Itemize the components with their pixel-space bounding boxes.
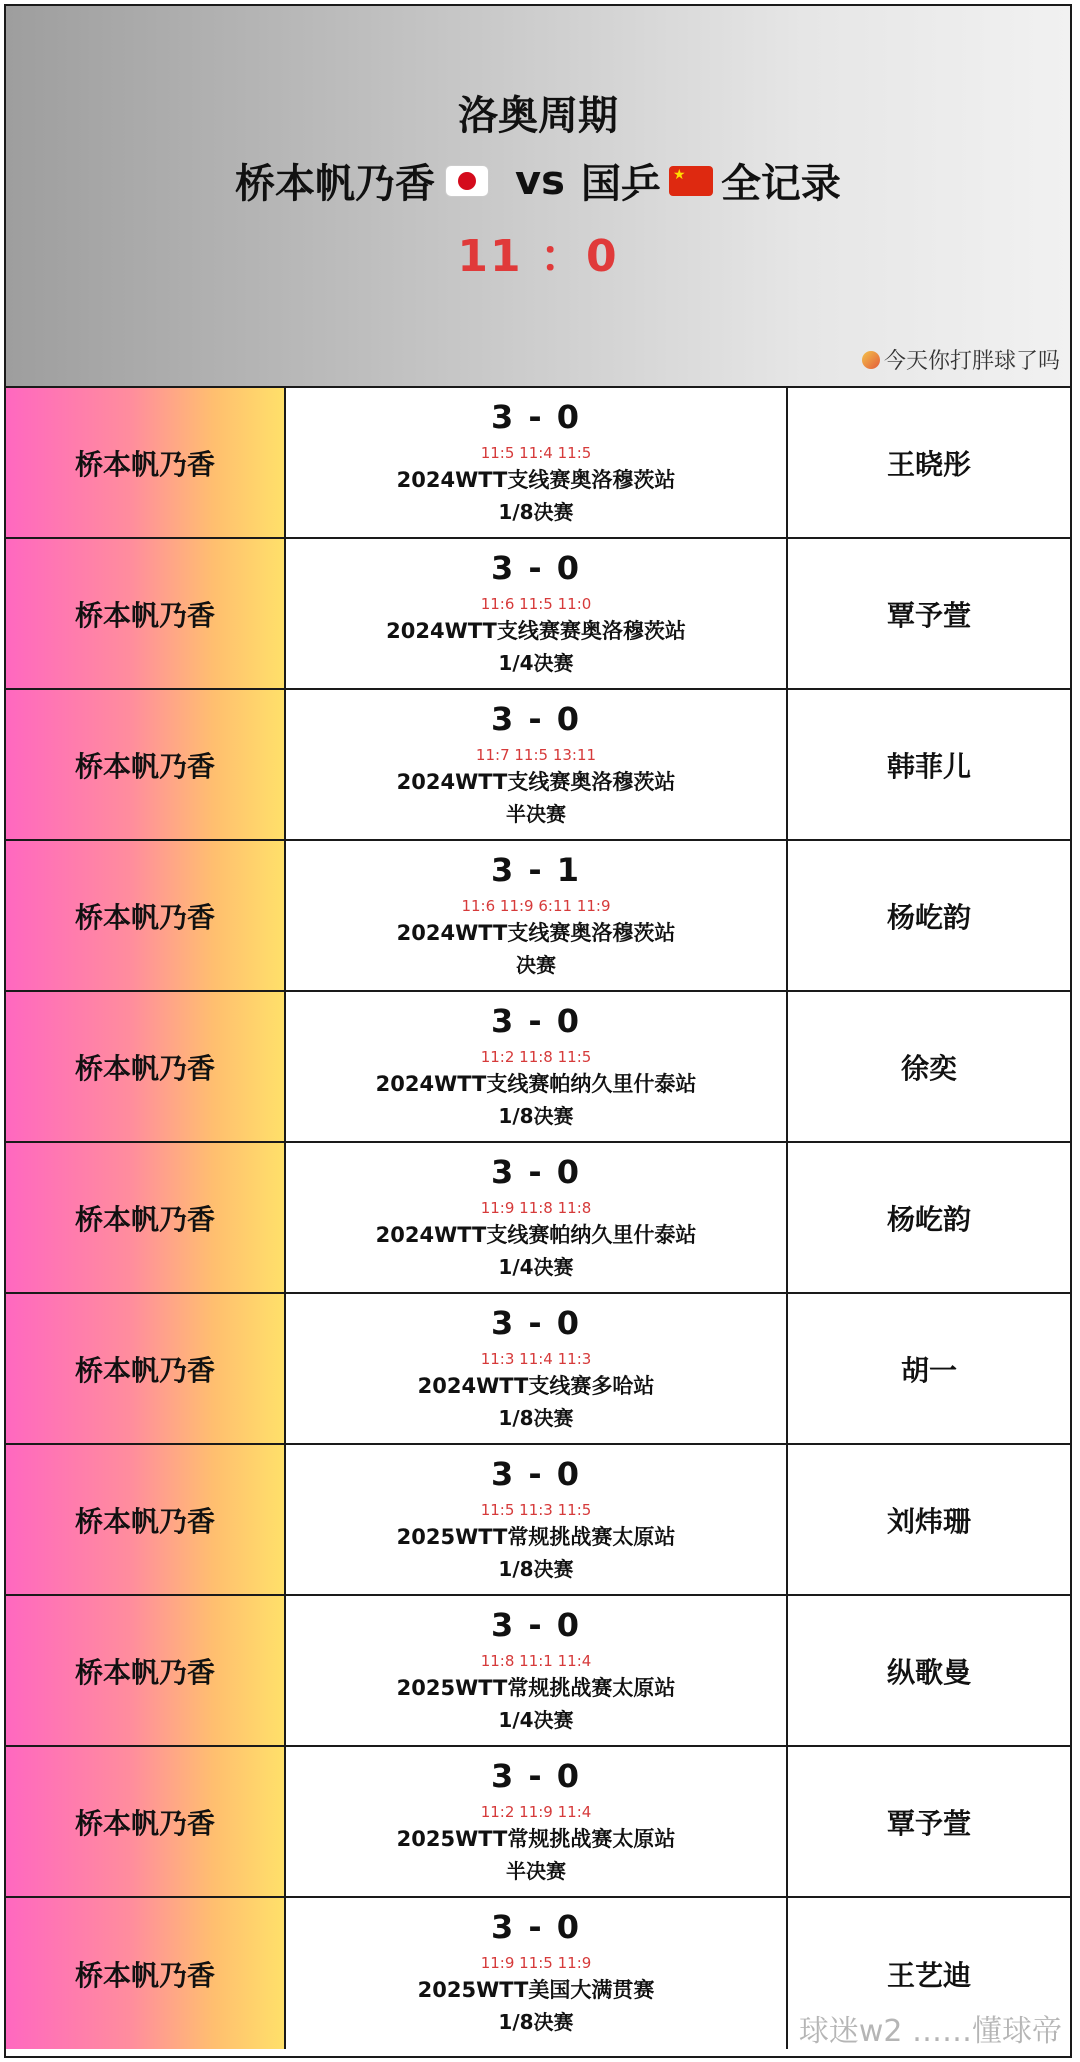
- opponent-cell: 覃予萱: [886, 1806, 971, 1840]
- match-row: [6, 1596, 1070, 1747]
- match-detail-cell: [286, 1747, 788, 1896]
- event-name: 2024WTT支线赛奥洛穆茨站: [396, 468, 676, 492]
- match-round: 1/8决赛: [498, 2010, 574, 2034]
- match-round: 半决赛: [506, 802, 566, 826]
- player-cell: 桥本帆乃香: [6, 992, 286, 1141]
- opponent-cell: 胡一: [900, 1353, 957, 1387]
- match-row: [6, 1747, 1070, 1898]
- match-detail-cell: [286, 1143, 788, 1292]
- player-cell: 桥本帆乃香: [6, 1898, 286, 2049]
- player-cell: 桥本帆乃香: [6, 1294, 286, 1443]
- event-name: 2024WTT支线赛赛奥洛穆茨站: [386, 619, 686, 643]
- match-round: 1/8决赛: [498, 1104, 574, 1128]
- game-scores: 11:6 11:9 6:11 11:9: [461, 897, 611, 915]
- header-player: 桥本帆乃香: [235, 161, 436, 207]
- game-scores: 11:2 11:8 11:5: [480, 1048, 592, 1066]
- match-score: 3 - 1: [490, 851, 582, 889]
- opponent-cell: 刘炜珊: [886, 1504, 971, 1538]
- event-name: 2025WTT常规挑战赛太原站: [396, 1827, 676, 1851]
- header-banner: [6, 6, 1070, 388]
- match-round: 半决赛: [506, 1859, 566, 1883]
- game-scores: 11:2 11:9 11:4: [480, 1803, 592, 1821]
- player-cell: 桥本帆乃香: [6, 1143, 286, 1292]
- match-detail-cell: [286, 690, 788, 839]
- match-round: 1/4决赛: [498, 1708, 574, 1732]
- game-scores: 11:5 11:3 11:5: [480, 1501, 592, 1519]
- match-row: [6, 841, 1070, 992]
- japan-flag-icon: [445, 165, 489, 197]
- header-vs: vs: [515, 157, 565, 204]
- match-detail-cell: [286, 841, 788, 990]
- ping-pong-icon: [862, 351, 880, 369]
- event-name: 2024WTT支线赛帕纳久里什泰站: [375, 1223, 697, 1247]
- opponent-cell: 王艺迪: [886, 1958, 971, 1992]
- match-detail-cell: [286, 1294, 788, 1443]
- game-scores: 11:6 11:5 11:0: [480, 595, 592, 613]
- event-name: 2024WTT支线赛奥洛穆茨站: [396, 770, 676, 794]
- match-row: [6, 1143, 1070, 1294]
- match-row: [6, 539, 1070, 690]
- opponent-cell: 杨屹韵: [886, 900, 971, 934]
- event-name: 2025WTT常规挑战赛太原站: [396, 1676, 676, 1700]
- header-title-suffix: 全记录: [720, 161, 841, 207]
- match-list: [6, 388, 1070, 2049]
- player-cell: 桥本帆乃香: [6, 1596, 286, 1745]
- player-cell: 桥本帆乃香: [6, 1445, 286, 1594]
- match-score: 3 - 0: [490, 1908, 582, 1946]
- match-round: 1/8决赛: [498, 1406, 574, 1430]
- header-subtitle: [6, 152, 1070, 209]
- header-opponent-team: 国乒: [580, 161, 661, 207]
- opponent-cell: 杨屹韵: [886, 1202, 971, 1236]
- match-detail-cell: [286, 388, 788, 537]
- opponent-cell: 徐奕: [900, 1051, 957, 1085]
- match-row: [6, 992, 1070, 1143]
- player-cell: 桥本帆乃香: [6, 388, 286, 537]
- match-detail-cell: [286, 992, 788, 1141]
- match-score: 3 - 0: [490, 1002, 582, 1040]
- match-detail-cell: [286, 1445, 788, 1594]
- watermark: 球迷w2 ……懂球帝: [798, 2014, 1062, 2049]
- match-round: 1/8决赛: [498, 500, 574, 524]
- china-flag-icon: [669, 166, 713, 196]
- match-detail-cell: [286, 1898, 788, 2049]
- source-logo: [862, 344, 1060, 375]
- player-cell: 桥本帆乃香: [6, 690, 286, 839]
- match-score: 3 - 0: [490, 1455, 582, 1493]
- match-round: 1/8决赛: [498, 1557, 574, 1581]
- total-score: 11 ：0: [457, 231, 619, 282]
- opponent-cell: 纵歌曼: [886, 1655, 971, 1689]
- player-cell: 桥本帆乃香: [6, 1747, 286, 1896]
- event-name: 2024WTT支线赛帕纳久里什泰站: [375, 1072, 697, 1096]
- game-scores: 11:3 11:4 11:3: [480, 1350, 592, 1368]
- event-name: 2025WTT常规挑战赛太原站: [396, 1525, 676, 1549]
- match-row: [6, 388, 1070, 539]
- game-scores: 11:8 11:1 11:4: [480, 1652, 592, 1670]
- match-round: 1/4决赛: [498, 651, 574, 675]
- player-cell: 桥本帆乃香: [6, 841, 286, 990]
- match-score: 3 - 0: [490, 398, 582, 436]
- opponent-cell: 王晓彤: [886, 447, 971, 481]
- match-detail-cell: [286, 1596, 788, 1745]
- opponent-cell: 覃予萱: [886, 598, 971, 632]
- match-score: 3 - 0: [490, 700, 582, 738]
- event-name: 2024WTT支线赛奥洛穆茨站: [396, 921, 676, 945]
- match-score: 3 - 0: [490, 1606, 582, 1644]
- event-name: 2025WTT美国大满贯赛: [417, 1978, 655, 2002]
- match-row: [6, 690, 1070, 841]
- game-scores: 11:5 11:4 11:5: [480, 444, 592, 462]
- match-score: 3 - 0: [490, 1757, 582, 1795]
- match-detail-cell: [286, 539, 788, 688]
- match-score: 3 - 0: [490, 1153, 582, 1191]
- match-row: [6, 1445, 1070, 1596]
- match-round: 决赛: [516, 953, 556, 977]
- match-round: 1/4决赛: [498, 1255, 574, 1279]
- game-scores: 11:9 11:5 11:9: [480, 1954, 592, 1972]
- match-score: 3 - 0: [490, 549, 582, 587]
- player-cell: 桥本帆乃香: [6, 539, 286, 688]
- match-score: 3 - 0: [490, 1304, 582, 1342]
- header-title: 洛奥周期: [458, 93, 618, 139]
- event-name: 2024WTT支线赛多哈站: [417, 1374, 655, 1398]
- game-scores: 11:9 11:8 11:8: [480, 1199, 592, 1217]
- source-logo-text: 今天你打胖球了吗: [883, 349, 1060, 374]
- game-scores: 11:7 11:5 13:11: [475, 746, 597, 764]
- opponent-cell: 韩菲儿: [886, 749, 971, 783]
- record-card: [4, 4, 1072, 2058]
- match-row: [6, 1294, 1070, 1445]
